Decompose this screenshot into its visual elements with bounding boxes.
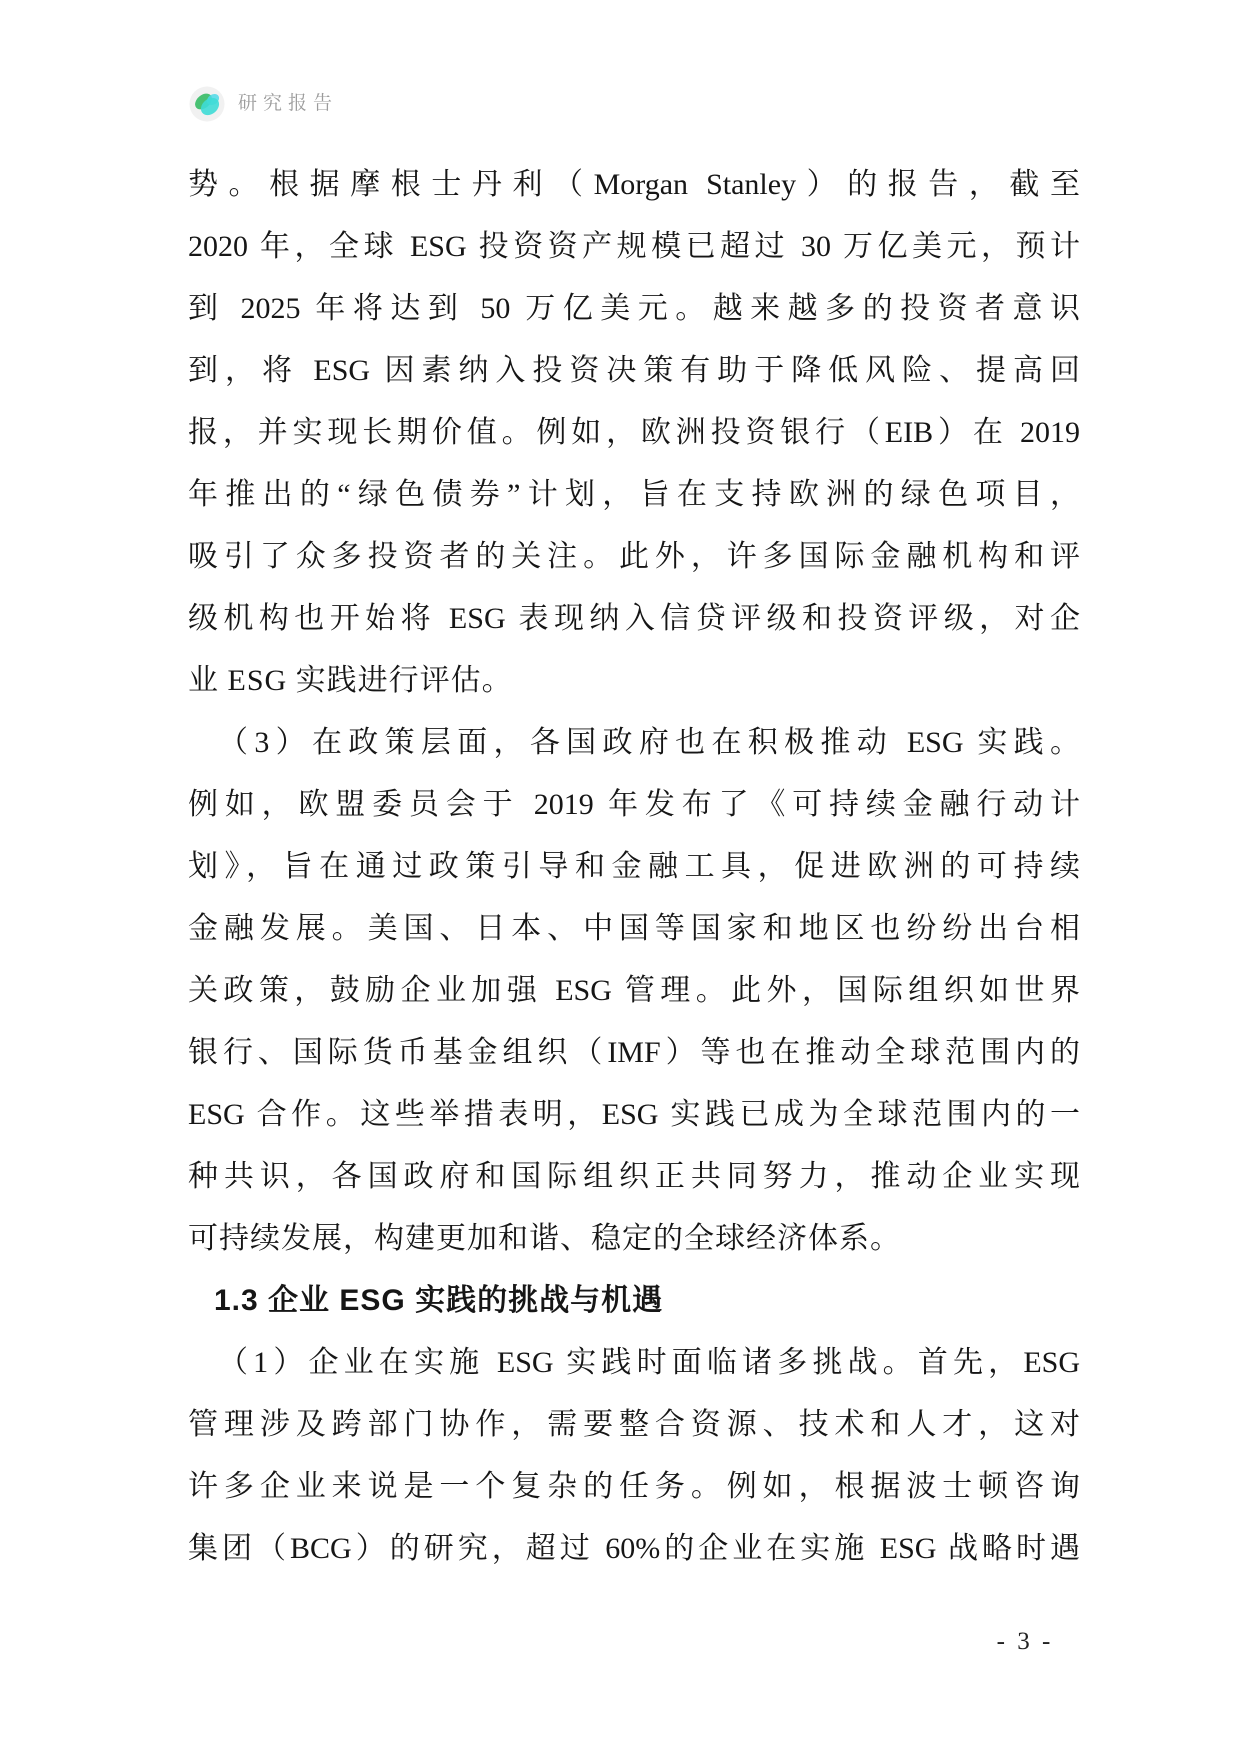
text-line: （1）企业在实施 ESG 实践时面临诸多挑战。首先，ESG: [218, 1346, 1080, 1379]
text-line: 管理涉及跨部门协作，需要整合资源、技术和人才，这对: [188, 1408, 1080, 1441]
text-line: 业 ESG 实践进行评估。: [188, 664, 513, 697]
text-line: （3）在政策层面，各国政府也在积极推动 ESG 实践。: [218, 726, 1080, 759]
text-line: 到 2025 年将达到 50 万亿美元。越来越多的投资者意识: [188, 292, 1080, 325]
text-line: ESG 合作。这些举措表明，ESG 实践已成为全球范围内的一: [188, 1098, 1080, 1131]
text-line: 划》，旨在通过政策引导和金融工具，促进欧洲的可持续: [188, 850, 1080, 883]
text-line: 金融发展。美国、日本、中国等国家和地区也纷纷出台相: [188, 912, 1080, 945]
text-line: 许多企业来说是一个复杂的任务。例如，根据波士顿咨询: [188, 1470, 1080, 1503]
text-line: 种共识，各国政府和国际组织正共同努力，推动企业实现: [188, 1160, 1080, 1193]
text-line: 关政策，鼓励企业加强 ESG 管理。此外，国际组织如世界: [188, 974, 1080, 1007]
text-line: 到，将 ESG 因素纳入投资决策有助于降低风险、提高回: [188, 354, 1080, 387]
brand-logo-icon: [189, 86, 225, 122]
text-line: 集团（BCG）的研究，超过 60%的企业在实施 ESG 战略时遇: [188, 1532, 1080, 1565]
section-heading-1-3: 1.3 企业 ESG 实践的挑战与机遇: [214, 1284, 664, 1317]
page-header: [189, 86, 338, 122]
text-line: 势。根据摩根士丹利（Morgan Stanley）的报告，截至: [188, 168, 1080, 201]
text-line: 年推出的“绿色债券”计划，旨在支持欧洲的绿色项目，: [188, 478, 1080, 511]
brand-label: 研究报告: [238, 93, 339, 114]
page-number: - 3 -: [996, 1628, 1054, 1655]
text-line: 报，并实现长期价值。例如，欧洲投资银行（EIB）在 2019: [188, 416, 1080, 449]
text-line: 可持续发展，构建更加和谐、稳定的全球经济体系。: [188, 1222, 901, 1255]
text-line: 级机构也开始将 ESG 表现纳入信贷评级和投资评级，对企: [188, 602, 1080, 635]
document-body: [188, 154, 1080, 1580]
text-line: 例如，欧盟委员会于 2019 年发布了《可持续金融行动计: [188, 788, 1080, 821]
text-line: 吸引了众多投资者的关注。此外，许多国际金融机构和评: [188, 540, 1080, 573]
text-line: 2020 年，全球 ESG 投资资产规模已超过 30 万亿美元，预计: [188, 230, 1080, 263]
text-line: 银行、国际货币基金组织（IMF）等也在推动全球范围内的: [188, 1036, 1080, 1069]
